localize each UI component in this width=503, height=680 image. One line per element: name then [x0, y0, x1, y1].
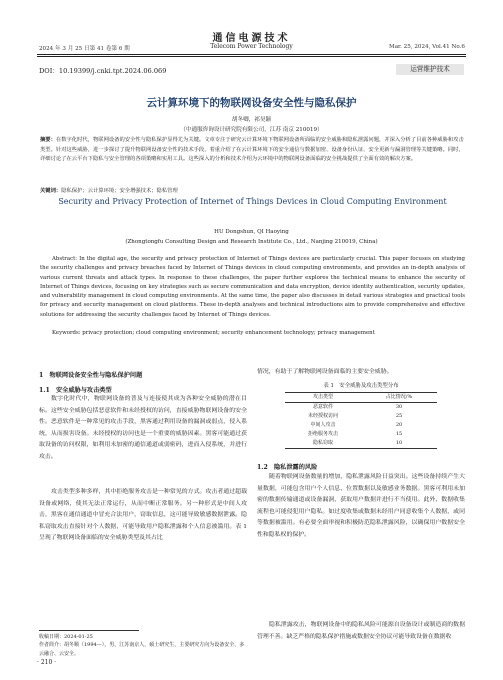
table-cell-share: 30 [395, 404, 403, 410]
right-paragraph-2: 隐私泄露攻击，物联网设备中的隐私风险可能源自设备设计或制造商的数据管理不善。缺乏严格的隐私保护措施或数据安全协议可能导致设备在数据收 [257, 622, 465, 640]
table-1 [285, 392, 437, 449]
table-row [285, 421, 437, 430]
column-badge: 运营维护技术 [396, 64, 464, 75]
header-rule-secondary [37, 56, 466, 57]
keywords-cn-text: 隐私保护；云计算环境；安全增强技术；隐私管理 [61, 188, 178, 194]
section-1-title: 1 物联网设备安全性与隐私保护问题 [39, 372, 143, 379]
issue-info-en: Mar. 25, 2024, Vol.41 No.6 [388, 44, 465, 50]
affiliation-en: (Zhongtongfu Consulting Design and Research Institute Co., Ltd., Nanjing 210019, China) [125, 239, 378, 245]
keywords-cn-label: 关键词： [40, 188, 62, 194]
table-row [285, 439, 437, 449]
authors-cn: 胡冬卿，祁昊颖 [231, 117, 272, 123]
keywords-en: Keywords: privacy protection; cloud computing environment; security enhancement technology; privacy management [52, 330, 375, 336]
table-header-share: 占比情况/% [361, 393, 437, 403]
table-cell-share: 25 [395, 413, 403, 419]
footnote-rule [39, 630, 139, 631]
table-cell-type: 未经授权访问 [307, 413, 338, 419]
left-paragraph-1: 数字化时代中，物联网设备的普及与连接使其成为各种安全威胁的潜在目标。这些安全威胁包括恶意软件和未经授权的访问，直接威胁物联网设备的安全性。恶意软件是一种常见的攻击手段，黑客通过利用设备的漏洞或弱点，侵入系统，从而损害设备。未经授权的访问也是一个重要的威胁因素。黑客可能通过获取设备的访问权限，如利用未加密的通信通道或弱密码，进而入侵系统，并进行攻击。 [39, 396, 247, 460]
title-en: Security and Privacy Protection of Internet of Things Devices in Cloud Computing Environment [58, 197, 447, 206]
title-cn: 云计算环境下的物联网设备安全性与隐私保护 [146, 97, 357, 109]
abstract-cn-label: 摘要： [40, 137, 56, 143]
table-cell-type: 隐私窃取 [285, 439, 361, 449]
header-rule [37, 54, 466, 55]
table-cell-share: 10 [361, 439, 437, 449]
table-1-caption: 表 1 安全威胁及攻击类型分布 [323, 383, 399, 389]
affiliation-cn: （中通服咨询设计研究院有限公司，江苏 南京 210019） [180, 127, 323, 133]
right-paragraph-0: 情况，有助于了解物联网设备面临的主要安全威胁。 [257, 369, 393, 375]
footnote-received: 收稿日期：2024-01-25 [39, 634, 93, 640]
authors-en: HU Dongshun, QI Haoying [214, 229, 289, 235]
table-row [285, 412, 437, 421]
footnote-author: 作者简介：胡冬顺（1994—），男，江苏南京人，硕士研究生，主要研究方向为设备安全、多云融合、云安全。 [39, 642, 245, 657]
table-cell-share: 20 [395, 422, 403, 428]
section-1-1-title: 1.1 安全威胁与攻击类型 [39, 387, 112, 394]
keywords-cn [40, 186, 465, 194]
journal-title-cn: 通信电源技术 [212, 33, 291, 44]
abstract-cn-text: 在数字化时代，物联网设备的安全性与隐私保护显得尤为关键。文章专注于研究云计算环境下物联网设备所面临的安全威胁和隐私泄露问题，并深入分析了目前各种威胁和攻击类型。针对这些威胁，进一步探讨了提升物联网设备安全性的技术手段，着重介绍了在云计算环境下的安全通信与数据加密、设备身份认证、安全更新与漏洞管理等关键策略。同时，详细讨论了在云平台下隐私与安全管理的各项策略和实用工具。这些深入的分析和技术介绍为云环境中的物联网设备面临的安全挑战提供了全面有效的解决方案。 [40, 137, 464, 163]
issue-info: 2024 年 3 月 25 日第 41 卷第 6 期 [39, 46, 130, 52]
page-number: · 210 · [37, 659, 57, 666]
table-row [285, 403, 437, 413]
table-cell-share: 15 [395, 431, 403, 437]
left-paragraph-2: 攻击类型多种多样，其中拒绝服务攻击是一种常见的方式。攻击者通过超载设备或网络，使其无法正常运行，从而中断正常服务。另一种形式是中间人攻击，黑客在通信通道中冒充合法用户，窃取信息，这可能导致敏感数据泄露。隐私窃取攻击直接针对个人数据，可能导致用户隐私泄露和个人信息被滥用。表 1 呈现了物联网设备面临的安全威胁类型及其占比 [39, 489, 247, 541]
table-cell-type: 拒绝服务攻击 [307, 431, 338, 437]
table-header-type: 攻击类型 [285, 393, 361, 403]
section-1-2-title: 1.2 隐私泄露的风险 [257, 464, 318, 471]
table-cell-type: 恶意软件 [312, 404, 333, 410]
abstract-en: Abstract: In the digital age, the security and privacy protection of Internet of Things devices are particularly crucial. This paper focuses on studying the security challenges and privacy breaches faced by Internet of Things devices in cloud computing environments, and provides an in-depth analysis of various current threats and attack types. In response to these challenges, the paper further explores the technical means to enhance the security of Internet of Things devices, focusing on key strategies such as secure communication and data encryption, device identity authentication, security updates, and vulnerability management in cloud computing environments. At the same time, the paper also discusses in detail various strategies and practical tools for privacy and security management on cloud platforms. These in-depth analyses and technical introductions aim to provide comprehensive and effective solutions for addressing the security challenges faced by Internet of Things devices. [40, 256, 465, 318]
journal-title-en: Telecom Power Technology [210, 43, 293, 50]
table-cell-type: 中间人攻击 [310, 422, 336, 428]
doi: DOI：10.19399/j.cnki.tpt.2024.06.069 [39, 67, 167, 75]
right-paragraph-1: 随着物联网设备数量的增加，隐私泄露风险日益突出。这些设备持续产生大量数据，可能包含用户个人信息、位置数据以及敏感业务数据。黑客可利用未加密的数据传输通道或设备漏洞，获取用户数据并进行不当使用。此外，数据收集流程也可能侵犯用户隐私。如过度收集或数据未经用户同意收集个人数据，或同等数据被滥用。有必要全面审视和积极防范隐私泄露风险，以确保用户数据安全性和隐私权的保护。 [257, 474, 465, 538]
abstract-cn [40, 136, 465, 165]
table-header-row [285, 393, 437, 403]
table-row [285, 430, 437, 439]
